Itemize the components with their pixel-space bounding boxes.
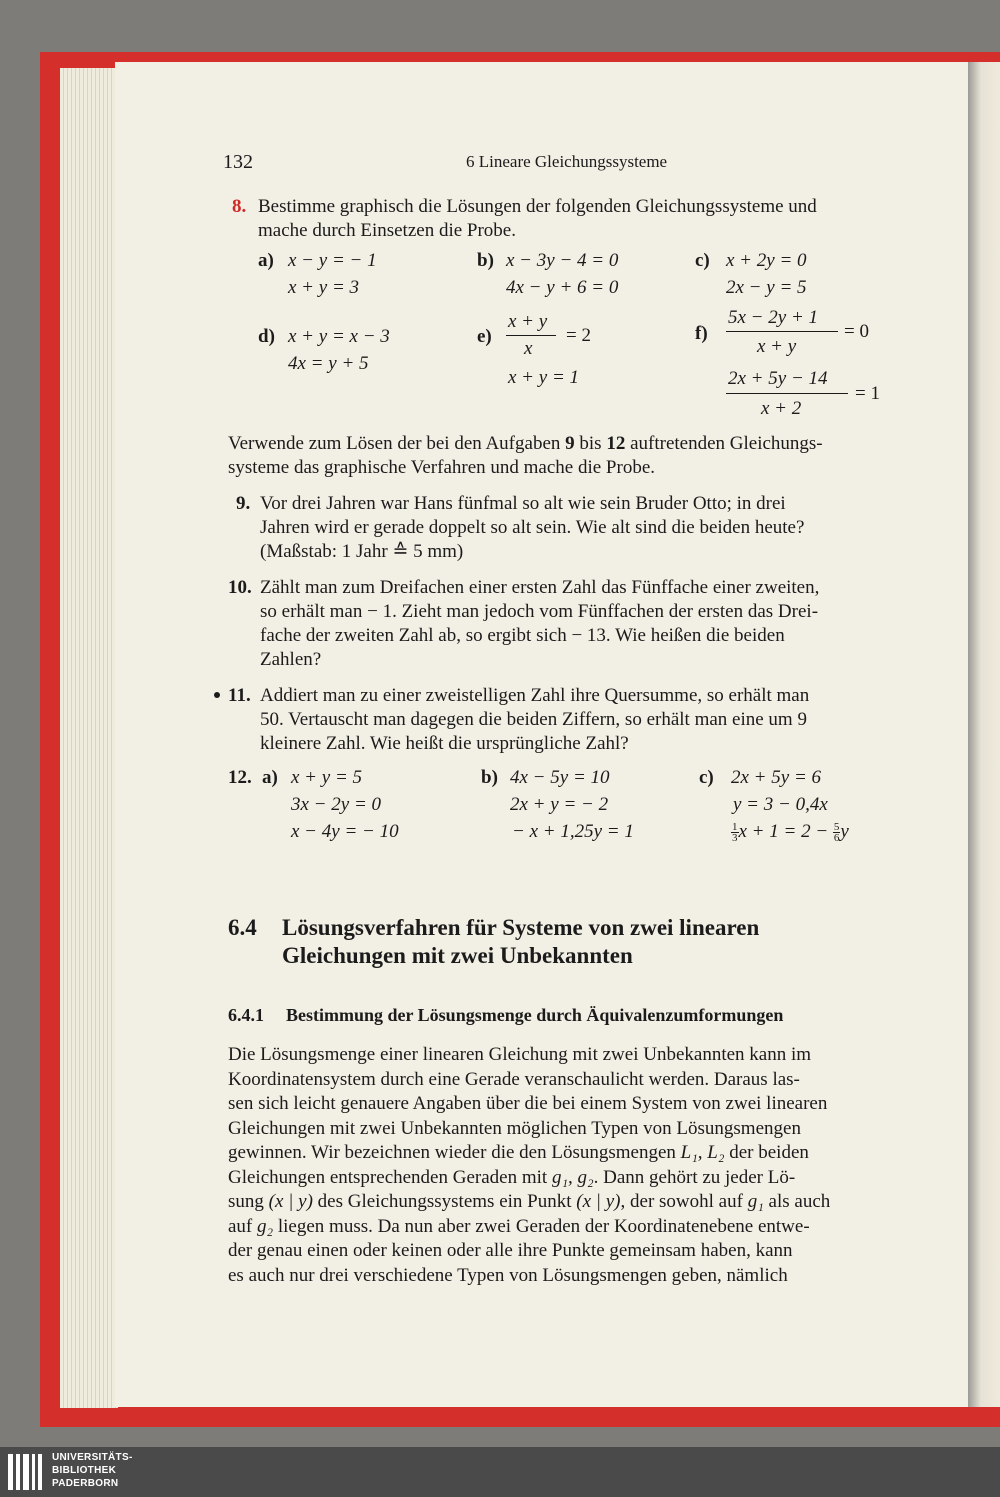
task-11-line-1: Addiert man zu einer zweistelligen Zahl ihre Quersumme, so erhält man [260,685,810,706]
task-8-number: 8. [232,196,247,217]
task-10-line-1: Zählt man zum Dreifachen einer ersten Zahl das Fünffache einer zweiten, [260,577,820,598]
task-8e-frac-den: x [524,338,533,359]
task-12c-frac-a-den: 3 [732,832,738,845]
body-line-6-math: g₁, g₂ [551,1166,594,1188]
task-8e-label: e) [477,326,492,347]
task-10-number: 10. [228,577,252,598]
body-line-7-math-3: g₁ [747,1191,764,1212]
intro-line-1 [228,432,823,456]
body-line-4: Gleichungen mit zwei Unbekannten möglichen Typen von Lösungsmengen [228,1117,801,1139]
task-8d-eq1: x + y = x − 3 [288,326,390,347]
task-9-line-1: Vor drei Jahren war Hans fünfmal so alt wie sein Bruder Otto; in drei [260,493,786,514]
body-line-8-a: auf [228,1215,258,1237]
task-9-number: 9. [236,493,251,514]
task-12c-eq3-mid: x + 1 = 2 − [738,821,833,842]
intro-task-ref-9: 9 [565,433,575,454]
difficulty-bullet [214,692,220,698]
adjacent-page [968,62,1000,1407]
task-12c-eq3-end: y [840,821,849,842]
subsection-number: 6.4.1 [228,1005,264,1025]
task-8d-eq2: 4x = y + 5 [288,353,369,374]
section-title-line-2: Gleichungen mit zwei Unbekannten [282,943,633,968]
body-line-7-math-1: (x | y) [268,1191,313,1212]
intro-text-c: auftretenden Gleichungs- [625,433,823,454]
running-header: 6 Lineare Gleichungssysteme [466,152,668,171]
body-line-5-b: der beiden [724,1142,809,1163]
task-12c-eq1: 2x + 5y = 6 [731,767,822,788]
task-8-line-1: Bestimme graphisch die Lösungen der folgenden Gleichungssysteme und [258,196,817,217]
body-line-7-d: als auch [763,1191,831,1212]
body-line-1: Die Lösungsmenge einer linearen Gleichung mit zwei Unbekannten kann im [228,1044,812,1065]
task-8f-frac1-bar [726,331,838,332]
body-paragraph [228,1043,830,1288]
task-10-line-4: Zahlen? [260,649,322,670]
task-12c-frac-a [731,822,739,843]
body-line-5-math: L₁, L₂ [680,1142,725,1163]
task-8f-frac1-num: 5x − 2y + 1 [728,307,819,328]
body-line-5 [228,1141,830,1166]
body-line-8 [228,1215,830,1240]
task-8f-eq1-rhs: = 0 [844,321,869,342]
task-8-line-2: mache durch Einsetzen die Probe. [258,220,516,241]
body-line-10: es auch nur drei verschiedene Typen von Lösungsmengen geben, nämlich [228,1264,788,1286]
page-edges [60,68,118,1408]
task-8f-frac2-den: x + 2 [761,398,802,419]
intro-text-a: Verwende zum Lösen der bei den Aufgaben [228,433,566,454]
body-line-8-b: liegen muss. Da nun aber zwei Geraden der Koordinatenebene entwe- [273,1215,810,1237]
body-line-3: sen sich leicht genauere Angaben über die bei einem System von zwei linearen [228,1093,828,1114]
task-12-number: 12. [228,767,252,788]
body-line-2: Koordinatensystem durch eine Gerade veranschaulicht werden. Daraus las- [228,1068,800,1090]
intro-line-2: systeme das graphische Verfahren und mache die Probe. [228,457,656,478]
section-title-line-1: Lösungsverfahren für Systeme von zwei linearen [282,915,760,940]
task-12a-label: a) [262,767,278,788]
task-12c-frac-b-den: 6 [833,832,840,845]
task-8b-eq2: 4x − y + 6 = 0 [506,277,619,298]
task-11-line-2: 50. Vertauscht man dagegen die beiden Ziffern, so erhält man eine um 9 [260,709,807,730]
body-line-6-a: Gleichungen entsprechenden Geraden mit [228,1166,552,1188]
task-8a-label: a) [258,250,274,271]
task-12a-eq2: 3x − 2y = 0 [291,794,382,815]
task-12c-label: c) [699,767,714,788]
task-8b-eq1: x − 3y − 4 = 0 [506,250,619,271]
task-8c-eq2: 2x − y = 5 [726,277,807,298]
body-line-6-b: . Dann gehört zu jeder Lö- [593,1166,796,1188]
body-line-8-math: g₂ [257,1215,274,1237]
task-9-line-3: (Maßstab: 1 Jahr ≙ 5 mm) [260,541,464,562]
body-line-7-c: , der sowohl auf [620,1191,748,1212]
task-8c-label: c) [695,250,710,271]
task-10-line-2: so erhält man − 1. Zieht man jedoch vom Fünffachen der ersten das Drei- [260,601,819,622]
task-8e-frac-num: x + y [508,311,548,332]
library-logo-text [52,1451,133,1490]
task-8f-frac2-num: 2x + 5y − 14 [728,368,828,389]
body-line-9: der genau einen oder keinen oder alle ihre Punkte gemeinsam haben, kann [228,1240,793,1261]
logo-line-1: UNIVERSITÄTS- [52,1452,133,1463]
task-8c-eq1: x + 2y = 0 [726,250,807,271]
logo-line-2: BIBLIOTHEK [52,1465,117,1476]
body-line-7-a: sung [228,1191,269,1212]
body-line-7 [228,1190,830,1215]
task-10-line-3: fache der zweiten Zahl ab, so ergibt sich − 13. Wie heißen die beiden [260,625,785,646]
task-12b-eq3: − x + 1,25y = 1 [512,821,634,842]
body-line-5-a: gewinnen. Wir bezeichnen wieder die den Lösungsmengen [228,1142,681,1163]
task-11-line-3: kleinere Zahl. Wie heißt die ursprüngliche Zahl? [260,733,629,754]
task-12c-eq2: y = 3 − 0,4x [733,794,828,815]
body-line-6 [228,1166,830,1191]
task-8d-label: d) [258,326,275,347]
task-8f-frac1-den: x + y [757,336,797,357]
task-12c-frac-a-num: 1 [732,821,738,834]
page-number: 132 [223,151,253,173]
body-line-7-math-2: (x | y) [576,1191,621,1212]
task-8e-frac-bar [506,335,556,336]
task-9-line-2: Jahren wird er gerade doppelt so alt sein. Wie alt sind die beiden heute? [260,517,805,538]
task-12b-label: b) [481,767,498,788]
body-line-7-b: des Gleichungssystems ein Punkt [312,1191,577,1212]
task-11-number: 11. [228,685,251,706]
task-12b-eq1: 4x − 5y = 10 [510,767,610,788]
task-8a-eq1: x − y = − 1 [288,250,377,271]
task-12b-eq2: 2x + y = − 2 [510,794,609,815]
task-8f-label: f) [695,323,708,344]
logo-line-3: PADERBORN [52,1478,119,1489]
subsection-title: Bestimmung der Lösungsmenge durch Äquivalenzumformungen [286,1005,784,1025]
task-12c-eq3 [731,820,849,844]
library-logo-icon [8,1452,42,1492]
task-12a-eq3: x − 4y = − 10 [291,821,399,842]
task-8f-frac2-bar [726,393,848,394]
task-8f-eq2-rhs: = 1 [855,383,880,404]
task-8e-eq1-rhs: = 2 [566,325,591,346]
task-12c-frac-b-num: 5 [833,821,840,834]
library-footer [0,1447,1000,1497]
section-number: 6.4 [228,915,257,940]
task-8e-eq2: x + y = 1 [508,367,580,388]
intro-task-ref-12: 12 [606,433,626,454]
task-8b-label: b) [477,250,494,271]
task-12a-eq1: x + y = 5 [291,767,363,788]
task-8a-eq2: x + y = 3 [288,277,360,298]
intro-text-b: bis [574,433,607,454]
